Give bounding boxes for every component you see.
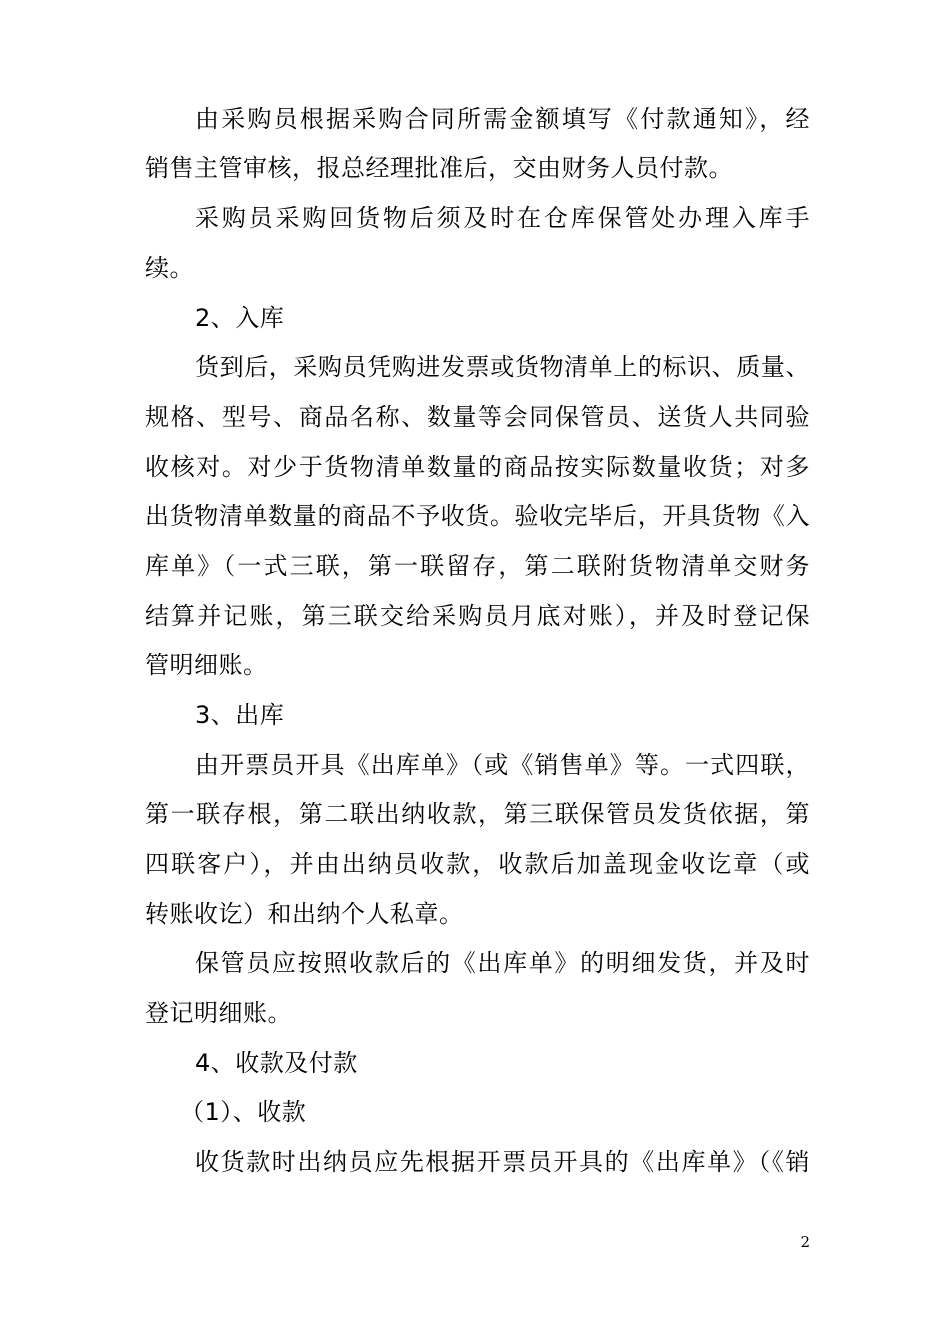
- paragraph-line: 销售主管审核，报总经理批准后，交由财务人员付款。: [145, 154, 733, 182]
- paragraph-line: 转账收讫）和出纳个人私章。: [145, 900, 464, 928]
- paragraph-line: 规格、型号、商品名称、数量等会同保管员、送货人共同验: [145, 403, 810, 431]
- paragraph-line: 库单》（一式三联，第一联留存，第二联附货物清单交财务: [145, 552, 810, 580]
- section-heading: 3、出库: [195, 701, 285, 729]
- paragraph-line: 由采购员根据采购合同所需金额填写《付款通知》，经: [195, 105, 810, 133]
- paragraph-line: 管明细账。: [145, 651, 268, 679]
- paragraph-line: 四联客户），并由出纳员收款，收款后加盖现金收讫章（或: [145, 850, 810, 878]
- subsection-heading: （1）、收款: [180, 1098, 307, 1126]
- paragraph-line: 续。: [145, 254, 194, 282]
- section-heading: 2、入库: [195, 304, 285, 332]
- paragraph-line: 货到后，采购员凭购进发票或货物清单上的标识、质量、: [195, 353, 810, 381]
- paragraph-line: 登记明细账。: [145, 999, 292, 1027]
- paragraph-line: 由开票员开具《出库单》（或《销售单》等。一式四联，: [195, 751, 810, 779]
- section-heading: 4、收款及付款: [195, 1049, 358, 1077]
- paragraph-line: 收核对。对少于货物清单数量的商品按实际数量收货；对多: [145, 453, 810, 481]
- paragraph-line: 结算并记账，第三联交给采购员月底对账），并及时登记保: [145, 602, 810, 630]
- paragraph-line: 收货款时出纳员应先根据开票员开具的《出库单》（《销: [195, 1148, 810, 1176]
- page-number: 2: [800, 1233, 810, 1251]
- paragraph-line: 保管员应按照收款后的《出库单》的明细发货，并及时: [195, 949, 810, 977]
- paragraph-line: 出货物清单数量的商品不予收货。验收完毕后，开具货物《入: [145, 502, 810, 530]
- paragraph-line: 第一联存根，第二联出纳收款，第三联保管员发货依据，第: [145, 800, 810, 828]
- paragraph-line: 采购员采购回货物后须及时在仓库保管处办理入库手: [195, 204, 810, 232]
